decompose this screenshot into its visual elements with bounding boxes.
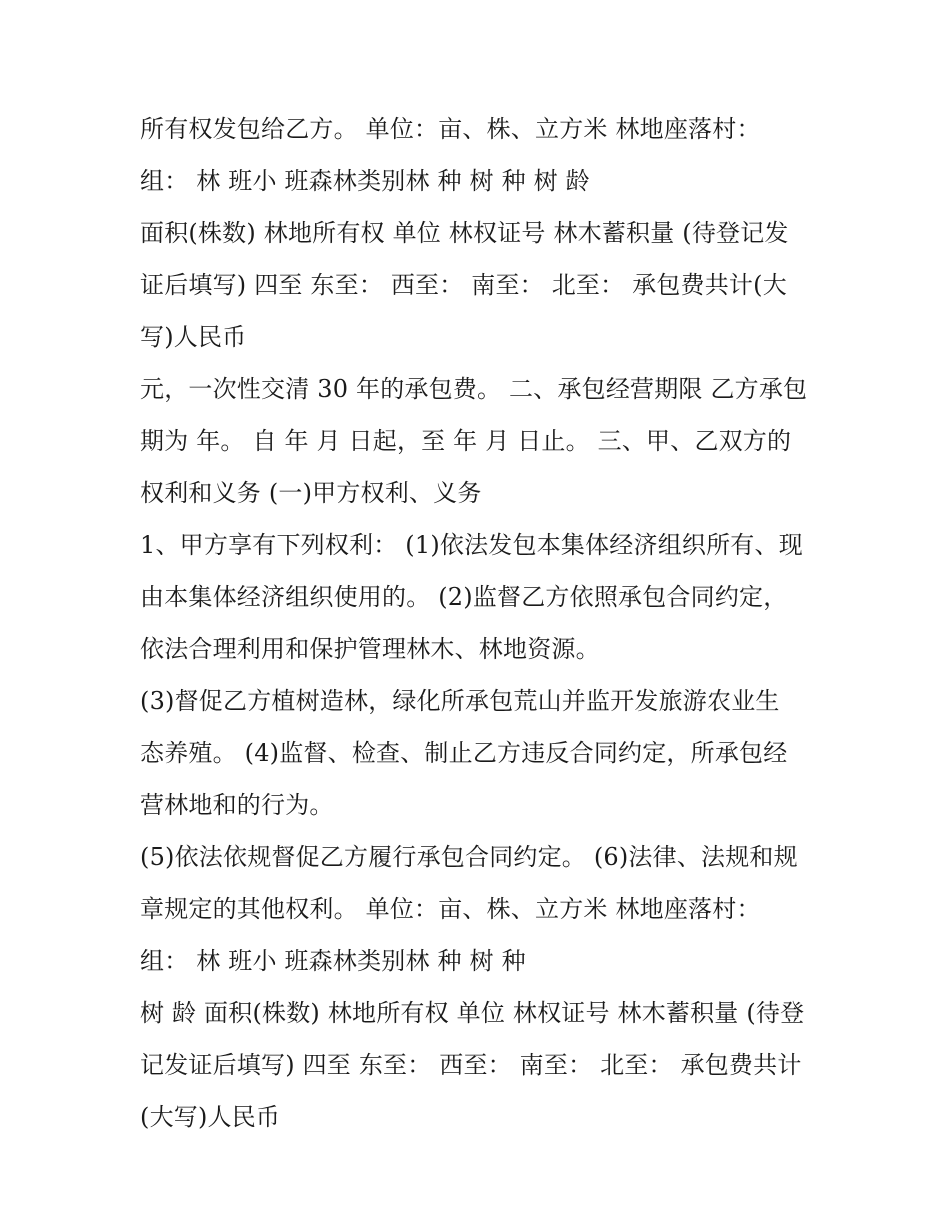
text-line-18: 树 龄 面积(株数) 林地所有权 单位 林权证号 林木蓄积量 (待登 (140, 999, 805, 1027)
text-line-1: 所有权发包给乙方。 单位：亩、株、立方米 林地座落村： (140, 115, 761, 143)
text-line-12: (3)督促乙方植树造林，绿化所承包荒山并监开发旅游农业生 (140, 687, 780, 715)
text-line-9: 1、甲方享有下列权利： (1)依法发包本集体经济组织所有、现 (140, 531, 803, 559)
text-line-11: 依法合理利用和保护管理林木、林地资源。 (140, 635, 600, 663)
text-line-20: (大写)人民币 (140, 1103, 281, 1131)
text-line-7: 期为 年。 自 年 月 日起，至 年 月 日止。 三、甲、乙双方的 (140, 427, 792, 455)
text-line-4: 证后填写) 四至 东至： 西至： 南至： 北至： 承包费共计(大 (140, 271, 787, 299)
text-line-8: 权利和义务 (一)甲方权利、义务 (140, 479, 482, 507)
text-line-5: 写)人民币 (140, 323, 247, 351)
text-line-3: 面积(株数) 林地所有权 单位 林权证号 林木蓄积量 (待登记发 (140, 219, 789, 247)
text-line-6: 元，一次性交清 30 年的承包费。 二、承包经营期限 乙方承包 (140, 375, 808, 403)
text-line-14: 营林地和的行为。 (140, 791, 334, 819)
text-line-19: 记发证后填写) 四至 东至： 西至： 南至： 北至： 承包费共计 (140, 1051, 802, 1079)
text-line-16: 章规定的其他权利。 单位：亩、株、立方米 林地座落村： (140, 895, 761, 923)
text-line-2: 组： 林 班小 班森林类别林 种 树 种 树 龄 (140, 167, 590, 195)
text-line-10: 由本集体经济组织使用的。 (2)监督乙方依照承包合同约定， (140, 583, 788, 611)
text-line-17: 组： 林 班小 班森林类别林 种 树 种 (140, 947, 526, 975)
text-line-15: (5)依法依规督促乙方履行承包合同约定。 (6)法律、法规和规 (140, 843, 798, 871)
document-body (140, 103, 830, 1143)
text-line-13: 态养殖。 (4)监督、检查、制止乙方违反合同约定，所承包经 (140, 739, 788, 767)
